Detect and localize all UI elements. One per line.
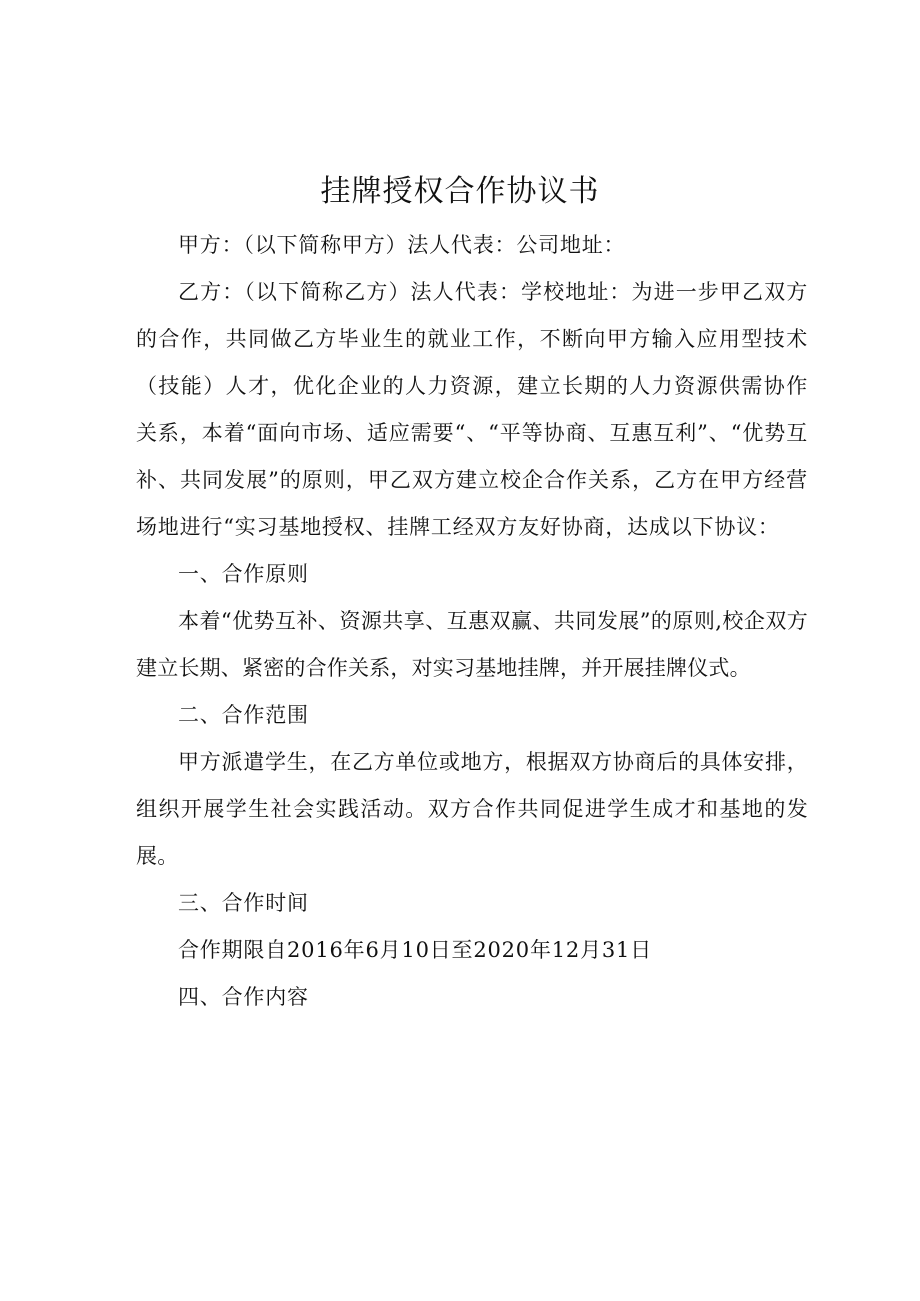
section-heading-content: 四、合作内容: [178, 985, 309, 1009]
time-paragraph: 合作期限自2016年6月10日至2020年12月31日: [178, 938, 653, 962]
document-title: 挂牌授权合作协议书: [320, 174, 600, 209]
party-a-line: 甲方：（以下简称甲方）法人代表：公司地址：: [178, 233, 626, 257]
section-heading-principles: 一、合作原则: [178, 562, 309, 586]
section-heading-scope: 二、合作范围: [178, 703, 309, 727]
document-body: [136, 222, 808, 1021]
section-heading-time: 三、合作时间: [178, 891, 309, 915]
party-b-preamble: 乙方：（以下简称乙方）法人代表：学校地址：为进一步甲乙双方的合作，共同做乙方毕业生的就业工作，不断向甲方输入应用型技术（技能）人才，优化企业的人力资源，建立长期的人力资源供需协作关系，本着“面向市场、适应需要“、“平等协商、互惠互利”、“优势互补、共同发展”的原则，甲乙双方建立校企合作关系，乙方在甲方经营场地进行“实习基地授权、挂牌工经双方友好协商，达成以下协议：: [136, 280, 808, 539]
scope-paragraph: 甲方派遣学生，在乙方单位或地方，根据双方协商后的具体安排，组织开展学生社会实践活动。双方合作共同促进学生成才和基地的发展。: [136, 750, 808, 868]
principles-paragraph: 本着“优势互补、资源共享、互惠双赢、共同发展”的原则,校企双方建立长期、紧密的合作关系，对实习基地挂牌，并开展挂牌仪式。: [136, 609, 808, 680]
